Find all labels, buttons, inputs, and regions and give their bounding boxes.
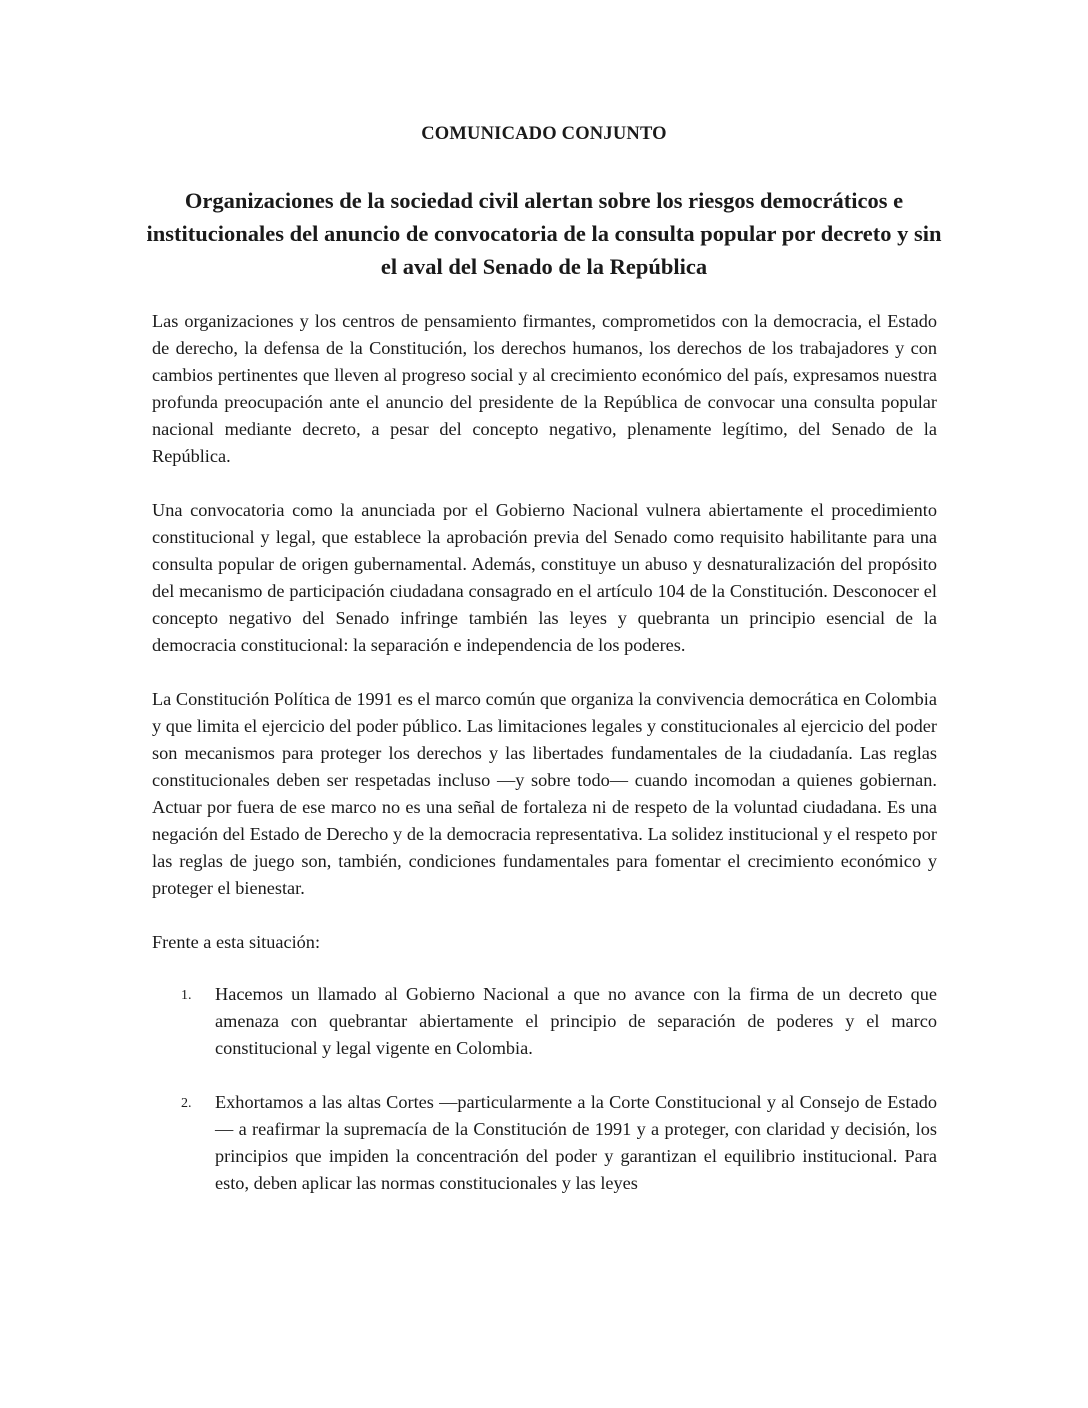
paragraph: Las organizaciones y los centros de pensamiento firmantes, comprometidos con la democracia, el Estado de derecho, la defensa de la Constitución, los derechos humanos, los derechos de los trabajadores y con cambios pertinentes que lleven al progreso social y al crecimiento económico del país, expresamos nuestra profunda preocupación ante el anuncio del presidente de la República de convocar una consulta popular nacional mediante decreto, a pesar del concepto negativo, plenamente legítimo, del Senado de la República. (152, 311, 937, 466)
numbered-list (152, 981, 937, 1197)
list-item-number: 2. (181, 1096, 192, 1111)
document-body (152, 308, 937, 1224)
document-heading: COMUNICADO CONJUNTO (421, 124, 667, 144)
document-subtitle: Organizaciones de la sociedad civil alertan sobre los riesgos democráticos e institucionales del anuncio de convocatoria de la consulta popular por decreto y sin el aval del Senado de la República (146, 188, 942, 279)
list-item (152, 981, 937, 1062)
list-item-text: Exhortamos a las altas Cortes —particularmente a la Corte Constitucional y al Consejo de Estado— a reafirmar la supremacía de la Constitución de 1991 y a proteger, con claridad y decisión, los principios que impiden la concentración del poder y garantizan el equilibrio institucional. Para esto, deben aplicar las normas constitucionales y las leyes (215, 1092, 937, 1193)
list-item-text: Hacemos un llamado al Gobierno Nacional a que no avance con la firma de un decreto que amenaza con quebrantar abiertamente el principio de separación de poderes y el marco constitucional y legal vigente en Colombia. (215, 984, 937, 1058)
list-intro: Frente a esta situación: (152, 932, 321, 952)
paragraph: Una convocatoria como la anunciada por el Gobierno Nacional vulnera abiertamente el procedimiento constitucional y legal, que establece la aprobación previa del Senado como requisito habilitante para una consulta popular de origen gubernamental. Además, constituye un abuso y desnaturalización del propósito del mecanismo de participación ciudadana consagrado en el artículo 104 de la Constitución. Desconocer el concepto negativo del Senado infringe también las leyes y quebranta un principio esencial de la democracia constitucional: la separación e independencia de los poderes. (152, 500, 937, 655)
list-item-number: 1. (181, 988, 192, 1003)
paragraph: La Constitución Política de 1991 es el marco común que organiza la convivencia democrática en Colombia y que limita el ejercicio del poder público. Las limitaciones legales y constitucionales al ejercicio del poder son mecanismos para proteger los derechos y las libertades fundamentales de la ciudadanía. Las reglas constitucionales deben ser respetadas incluso —y sobre todo— cuando incomodan a quienes gobiernan. Actuar por fuera de ese marco no es una señal de fortaleza ni de respeto de la voluntad ciudadana. Es una negación del Estado de Derecho y de la democracia representativa. La solidez institucional y el respeto por las reglas de juego son, también, condiciones fundamentales para fomentar el crecimiento económico y proteger el bienestar. (152, 689, 937, 898)
list-item (152, 1089, 937, 1197)
